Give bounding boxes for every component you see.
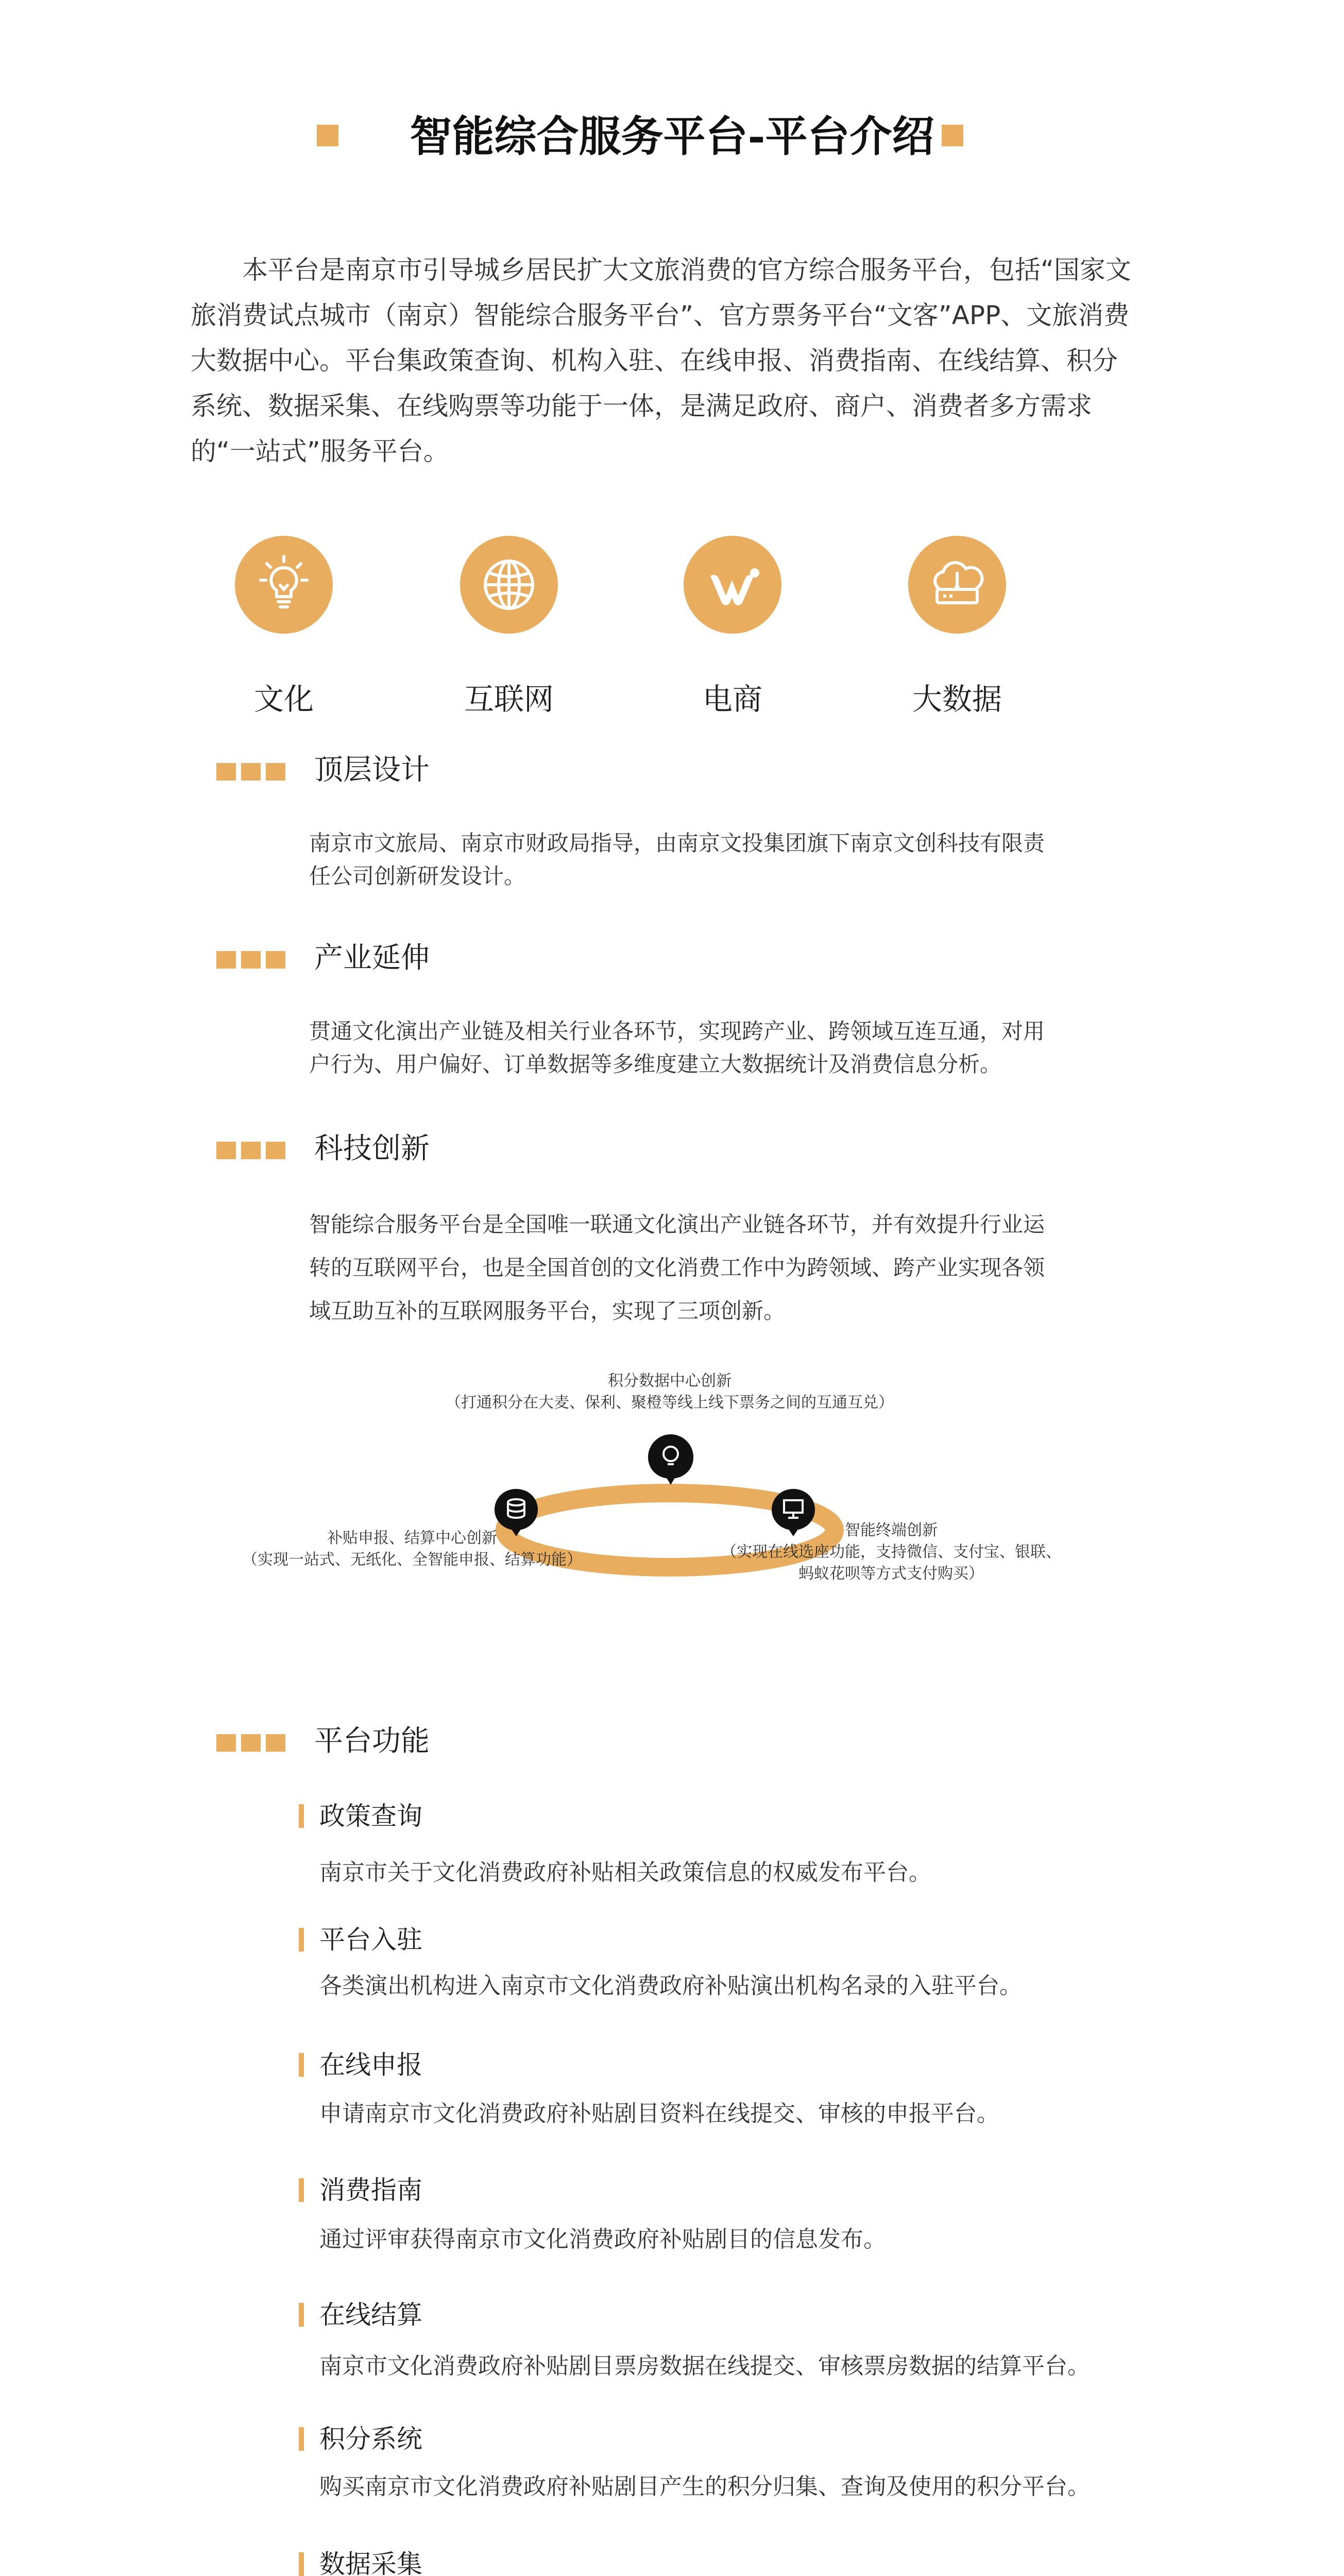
page-title: 智能综合服务平台-平台介绍 — [410, 112, 934, 161]
heading-square — [266, 1142, 285, 1159]
cloud-data-icon — [908, 536, 1006, 634]
function-bar — [299, 2303, 304, 2327]
category-label: 文化 — [253, 682, 314, 717]
globe-icon — [460, 536, 558, 634]
function-desc: 申请南京市文化消费政府补贴剧目资料在线提交、审核的申报平台。 — [319, 2100, 999, 2127]
function-bar — [299, 1928, 304, 1952]
function-title: 积分系统 — [319, 2424, 422, 2454]
heading-square — [216, 763, 236, 781]
function-desc: 南京市文化消费政府补贴剧目票房数据在线提交、审核票房数据的结算平台。 — [319, 2353, 1090, 2379]
function-desc: 各类演出机构进入南京市文化消费政府补贴演出机构名录的入驻平台。 — [319, 1973, 1022, 1999]
function-title: 消费指南 — [319, 2175, 422, 2205]
heading-square — [241, 763, 261, 781]
diagram-right-sub1: （实现在线选座功能，支持微信、支付宝、银联、 — [721, 1543, 1061, 1561]
heading-square — [216, 951, 236, 969]
function-desc: 南京市关于文化消费政府补贴相关政策信息的权威发布平台。 — [319, 1859, 931, 1886]
function-bar — [299, 2552, 304, 2576]
w-logo-icon — [684, 536, 781, 634]
heading-square — [266, 763, 285, 781]
diagram-left-label — [232, 1528, 592, 1571]
function-desc: 购买南京市文化消费政府补贴剧目产生的积分归集、查询及使用的积分平台。 — [319, 2473, 1090, 2500]
lightbulb-pin-icon — [648, 1434, 693, 1485]
function-bar — [299, 2178, 304, 2202]
function-bar — [299, 1804, 304, 1828]
category-culture — [227, 536, 341, 718]
diagram-top-sub: （打通积分在大麦、保利、聚橙等线上线下票务之间的互通互兑） — [446, 1394, 894, 1412]
intro-paragraph: 本平台是南京市引导城乡居民扩大文旅消费的官方综合服务平台，包括“国家文旅消费试点城市（南京）智能综合服务平台”、官方票务平台“文客”APP、文旅消费大数据中心。平台集政策查询、机构入驻、在线申报、消费指南、在线结算、积分系统、数据采集、在线购票等功能于一体，是满足政府、商户、消费者多方需求的“一站式”服务平台。 — [191, 255, 1131, 466]
function-title: 平台入驻 — [319, 1925, 422, 1955]
diagram-right-sub2: 蚂蚁花呗等方式支付购买） — [798, 1565, 984, 1583]
category-bigdata — [900, 536, 1014, 718]
section-title: 顶层设计 — [314, 753, 430, 787]
section-body: 智能综合服务平台是全国唯一联通文化演出产业链各环节，并有效提升行业运转的互联网平台，也是全国首创的文化消费工作中为跨领域、跨产业实现各领域互助互补的互联网服务平台，实现了三项创新。 — [309, 1212, 1045, 1324]
diagram-top-label — [361, 1370, 979, 1414]
heading-square — [241, 1734, 261, 1752]
diagram-top-title: 积分数据中心创新 — [608, 1372, 731, 1390]
page-header — [0, 103, 1344, 170]
function-bar — [299, 2427, 304, 2451]
category-label: 电商 — [702, 682, 762, 717]
function-title: 在线结算 — [319, 2300, 422, 2330]
category-internet — [452, 536, 566, 718]
heading-square — [241, 1142, 261, 1159]
section-title: 科技创新 — [314, 1132, 430, 1165]
title-right-square — [942, 125, 963, 146]
diagram-right-label — [711, 1520, 1071, 1585]
function-title: 政策查询 — [319, 1801, 422, 1831]
diagram-right-title: 智能终端创新 — [845, 1521, 938, 1539]
heading-square — [241, 951, 261, 969]
function-bar — [299, 2053, 304, 2077]
diagram-left-sub: （实现一站式、无纸化、全智能申报、结算功能） — [242, 1551, 582, 1569]
heading-square — [216, 1142, 236, 1159]
function-desc: 通过评审获得南京市文化消费政府补贴剧目的信息发布。 — [319, 2226, 886, 2252]
category-ecommerce — [676, 536, 789, 718]
section-title: 产业延伸 — [314, 941, 430, 975]
section-body: 南京市文旅局、南京市财政局指导，由南京文投集团旗下南京文创科技有限责任公司创新研发设计。 — [309, 831, 1045, 889]
category-label: 互联网 — [464, 682, 554, 717]
category-label: 大数据 — [912, 682, 1002, 717]
function-title: 在线申报 — [319, 2050, 422, 2080]
heading-square — [266, 951, 285, 969]
function-title: 数据采集 — [319, 2549, 422, 2576]
heading-square — [216, 1734, 236, 1752]
lightbulb-icon — [235, 536, 333, 634]
section-body: 贯通文化演出产业链及相关行业各环节，实现跨产业、跨领域互连互通，对用户行为、用户偏好、订单数据等多维度建立大数据统计及消费信息分析。 — [309, 1019, 1045, 1077]
diagram-left-title: 补贴申报、结算中心创新 — [327, 1529, 497, 1547]
section-title: 平台功能 — [314, 1724, 430, 1758]
heading-square — [266, 1734, 285, 1752]
